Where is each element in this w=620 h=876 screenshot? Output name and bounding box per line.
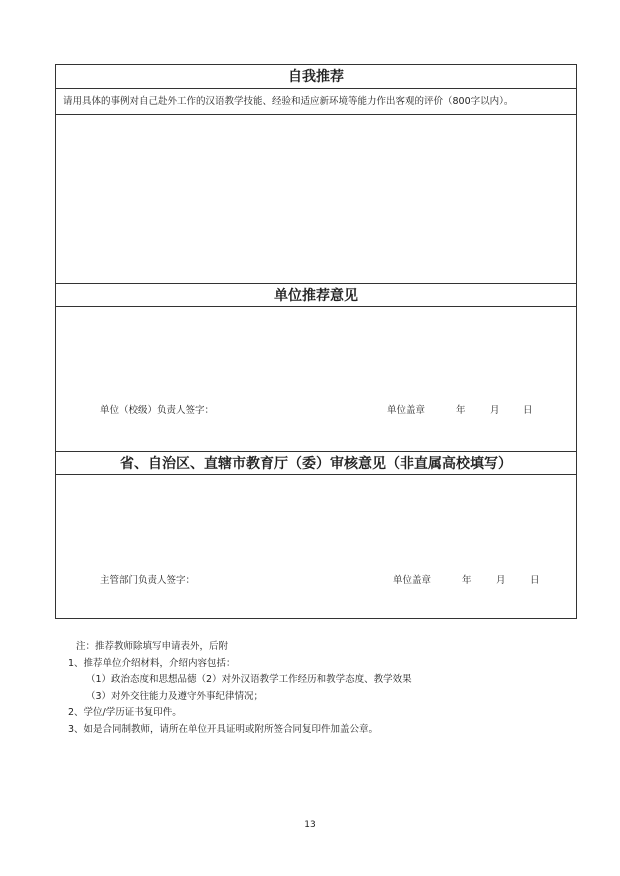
self-recommendation-instruction: 请用具体的事例对自己赴外工作的汉语教学技能、经验和适应新环境等能力作出客观的评价（800字以内）。: [56, 89, 576, 115]
self-recommendation-field[interactable]: [56, 115, 576, 283]
unit-opinion-field[interactable]: [56, 307, 576, 451]
province-seal-label: 单位盖章: [393, 575, 432, 586]
unit-signer-label: 单位（校级）负责人签字：: [100, 405, 215, 416]
unit-day-label: 日: [523, 405, 533, 416]
notes-item-2: 2、学位/学历证书复印件。: [68, 707, 182, 718]
unit-year-label: 年: [456, 405, 466, 416]
unit-month-label: 月: [490, 405, 500, 416]
self-recommendation-title: 自我推荐: [56, 65, 576, 89]
province-opinion-title: 省、自治区、直辖市教育厅（委）审核意见（非直属高校填写）: [56, 451, 576, 475]
page-number: 13: [304, 820, 316, 830]
unit-opinion-title: 单位推荐意见: [56, 283, 576, 307]
province-month-label: 月: [496, 575, 506, 586]
province-signer-label: 主管部门负责人签字：: [100, 575, 196, 586]
notes-subitem-1: （1）政治态度和思想品德（2）对外汉语教学工作经历和教学态度、教学效果: [86, 674, 412, 685]
province-day-label: 日: [530, 575, 540, 586]
notes-item-1: 1、推荐单位介绍材料，介绍内容包括：: [68, 657, 236, 669]
notes-intro: 注：推荐教师除填写申请表外，后附: [76, 641, 229, 652]
unit-seal-label: 单位盖章: [387, 405, 426, 416]
province-year-label: 年: [462, 575, 472, 586]
recommendation-form: [55, 64, 577, 619]
notes-item-3: 3、如是合同制教师，请所在单位开具证明或附所签合同复印件加盖公章。: [68, 723, 379, 735]
province-opinion-field[interactable]: [56, 475, 576, 620]
notes-block: [68, 639, 412, 738]
notes-subitem-2: （3）对外交往能力及遵守外事纪律情况；: [86, 690, 264, 702]
